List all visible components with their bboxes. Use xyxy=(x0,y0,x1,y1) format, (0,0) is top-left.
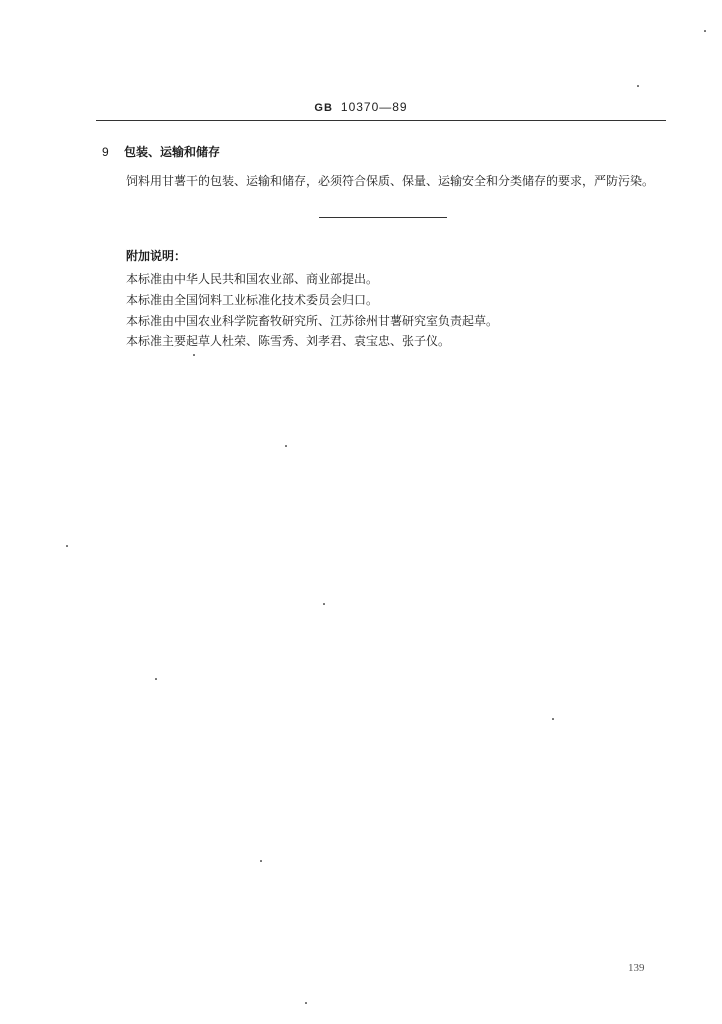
note-line: 本标准由中华人民共和国农业部、商业部提出。 xyxy=(126,272,379,286)
section-body-text: 饲料用甘薯干的包装、运输和储存，必须符合保质、保量、运输安全和分类储存的要求，严防污染。 xyxy=(126,174,655,188)
scan-speck xyxy=(66,545,68,547)
note-line: 本标准主要起草人杜荣、陈雪秀、刘孝君、袁宝忠、张子仪。 xyxy=(126,334,451,348)
standard-code-header xyxy=(0,100,722,114)
standard-prefix: GB xyxy=(314,102,333,114)
notes-title: 附加说明： xyxy=(126,249,187,263)
page-number: 139 xyxy=(628,962,645,974)
end-divider xyxy=(319,217,447,218)
scan-speck xyxy=(193,354,195,356)
scan-speck xyxy=(260,860,262,862)
scan-speck xyxy=(155,678,157,680)
section-number: 9 xyxy=(102,145,109,159)
header-divider xyxy=(96,120,666,121)
note-line: 本标准由中国农业科学院畜牧研究所、江苏徐州甘薯研究室负责起草。 xyxy=(126,314,499,328)
scan-speck xyxy=(704,30,706,32)
scan-speck xyxy=(552,718,554,720)
section-heading xyxy=(102,143,220,160)
standard-number: 10370—89 xyxy=(340,100,408,114)
scan-speck xyxy=(323,603,325,605)
scan-speck xyxy=(285,445,287,447)
scan-speck xyxy=(637,85,639,87)
scan-speck xyxy=(305,1002,307,1004)
section-title: 包装、运输和储存 xyxy=(124,145,221,159)
note-line: 本标准由全国饲料工业标准化技术委员会归口。 xyxy=(126,293,379,307)
